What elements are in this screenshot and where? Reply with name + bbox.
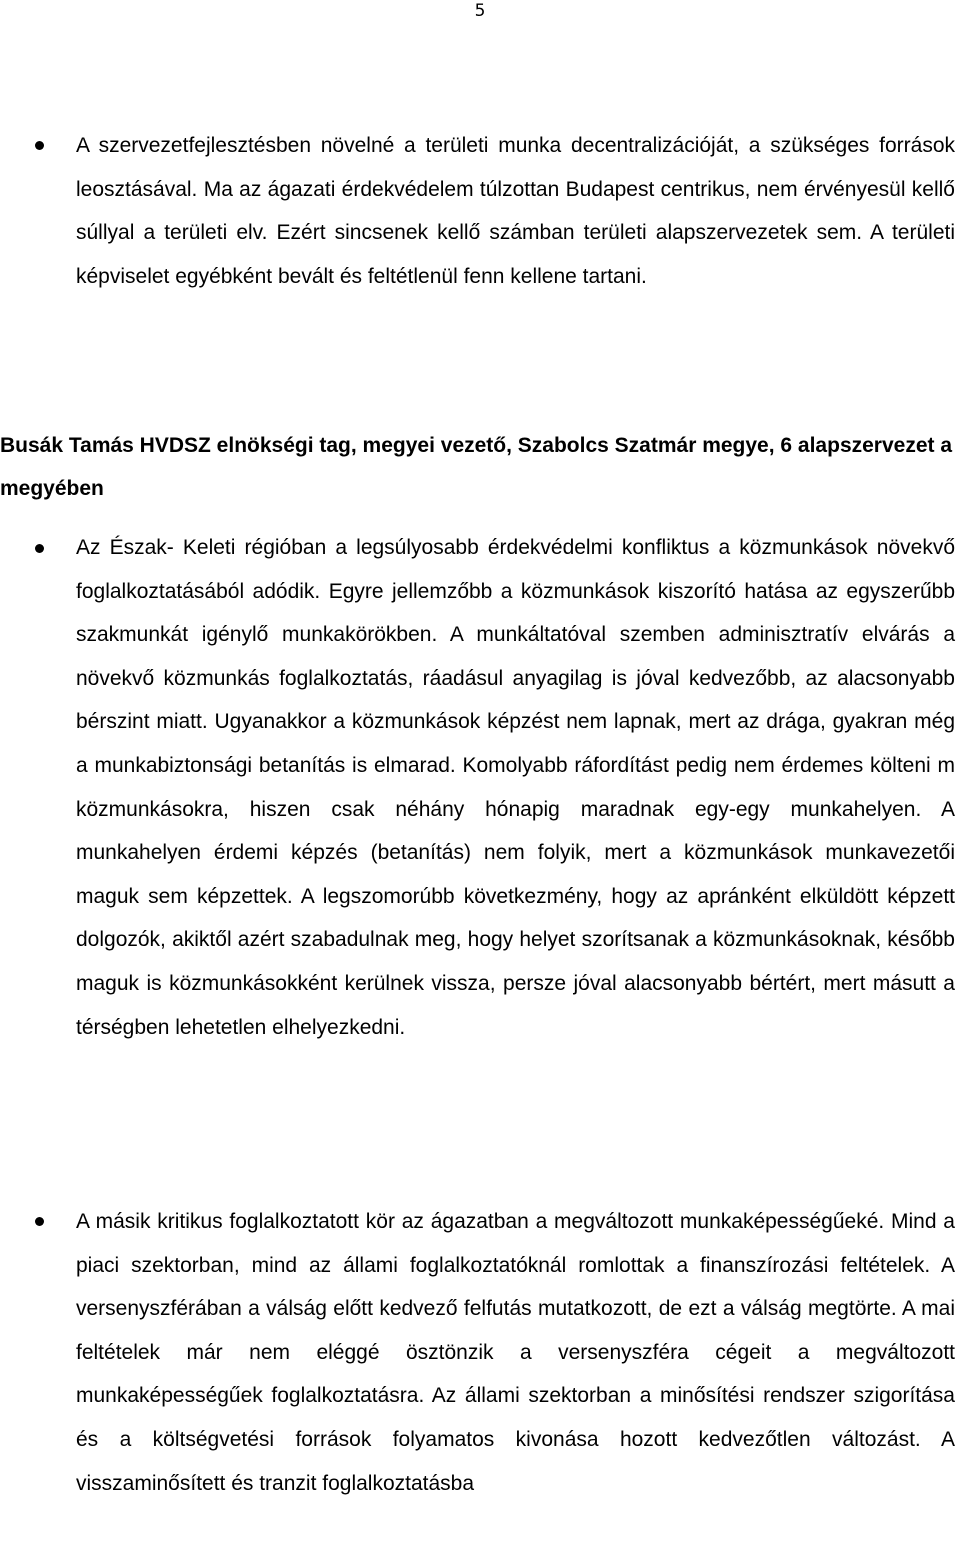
section-heading: Busák Tamás HVDSZ elnökségi tag, megyei vezető, Szabolcs Szatmár megye, 6 alapszervezet a megyében (0, 434, 953, 500)
bullet-icon (35, 1217, 44, 1226)
page-number: 5 (474, 1, 486, 21)
bullet-paragraph: A másik kritikus foglalkoztatott kör az ágazatban a megváltozott munkaképességűeké. Mind a piaci szektorban, mind az állami foglalkoztatóknál romlottak a finanszírozási feltételek. A versenyszférában a válság előtt kedvező felfutás mutatkozott, de ezt a válság megtörte. A mai feltételek már nem eléggé ösztönzik a versenyszféra cégeit a megváltozott munkaképességűek foglalkoztatásra. Az állami szektorban a minősítési rendszer szigorítása és a költségvetési források folyamatos kivonása hozott kedvezőtlen változást. A visszaminősített és tranzit foglalkoztatásba (76, 1210, 955, 1495)
bullet-icon (35, 141, 44, 150)
bullet-paragraph: Az Észak- Keleti régióban a legsúlyosabb érdekvédelmi konfliktus a közmunkások növekvő foglalkoztatásából adódik. Egyre jellemzőbb a közmunkások kiszorító hatása az egyszerűbb szakmunkát igénylő munkakörökben. A munkáltatóval szemben adminisztratív elvárás a növekvő közmunkás foglalkoztatás, ráadásul anyagilag is jóval kedvezőbb, az alacsonyabb bérszint miatt. Ugyanakkor a közmunkások képzést nem lapnak, mert az drága, gyakran még a munkabiztonsági betanítás is elmarad. Komolyabb ráfordítást pedig nem érdemes költeni m közmunkásokra, hiszen csak néhány hónapig maradnak egy-egy munkahelyen. A munkahelyen érdemi képzés (betanítás) nem folyik, mert a közmunkások munkavezetői maguk sem képzettek. A legszomorúbb következmény, hogy az apránként elküldött képzett dolgozók, akiktől azért szabadulnak meg, hogy helyet szorítsanak a közmunkásoknak, később maguk is közmunkásokként kerülnek vissza, persze jóval alacsonyabb bértért, mert másutt a térségben lehetetlen elhelyezkedni. (76, 536, 955, 1039)
bullet-icon (35, 544, 44, 553)
bullet-paragraph: A szervezetfejlesztésben növelné a területi munka decentralizációját, a szükséges források leosztásával. Ma az ágazati érdekvédelem túlzottan Budapest centrikus, nem érvényesül kellő súllyal a területi elv. Ezért sincsenek kellő számban területi alapszervezetek sem. A területi képviselet egyébként bevált és feltétlenül fenn kellene tartani. (76, 134, 955, 288)
